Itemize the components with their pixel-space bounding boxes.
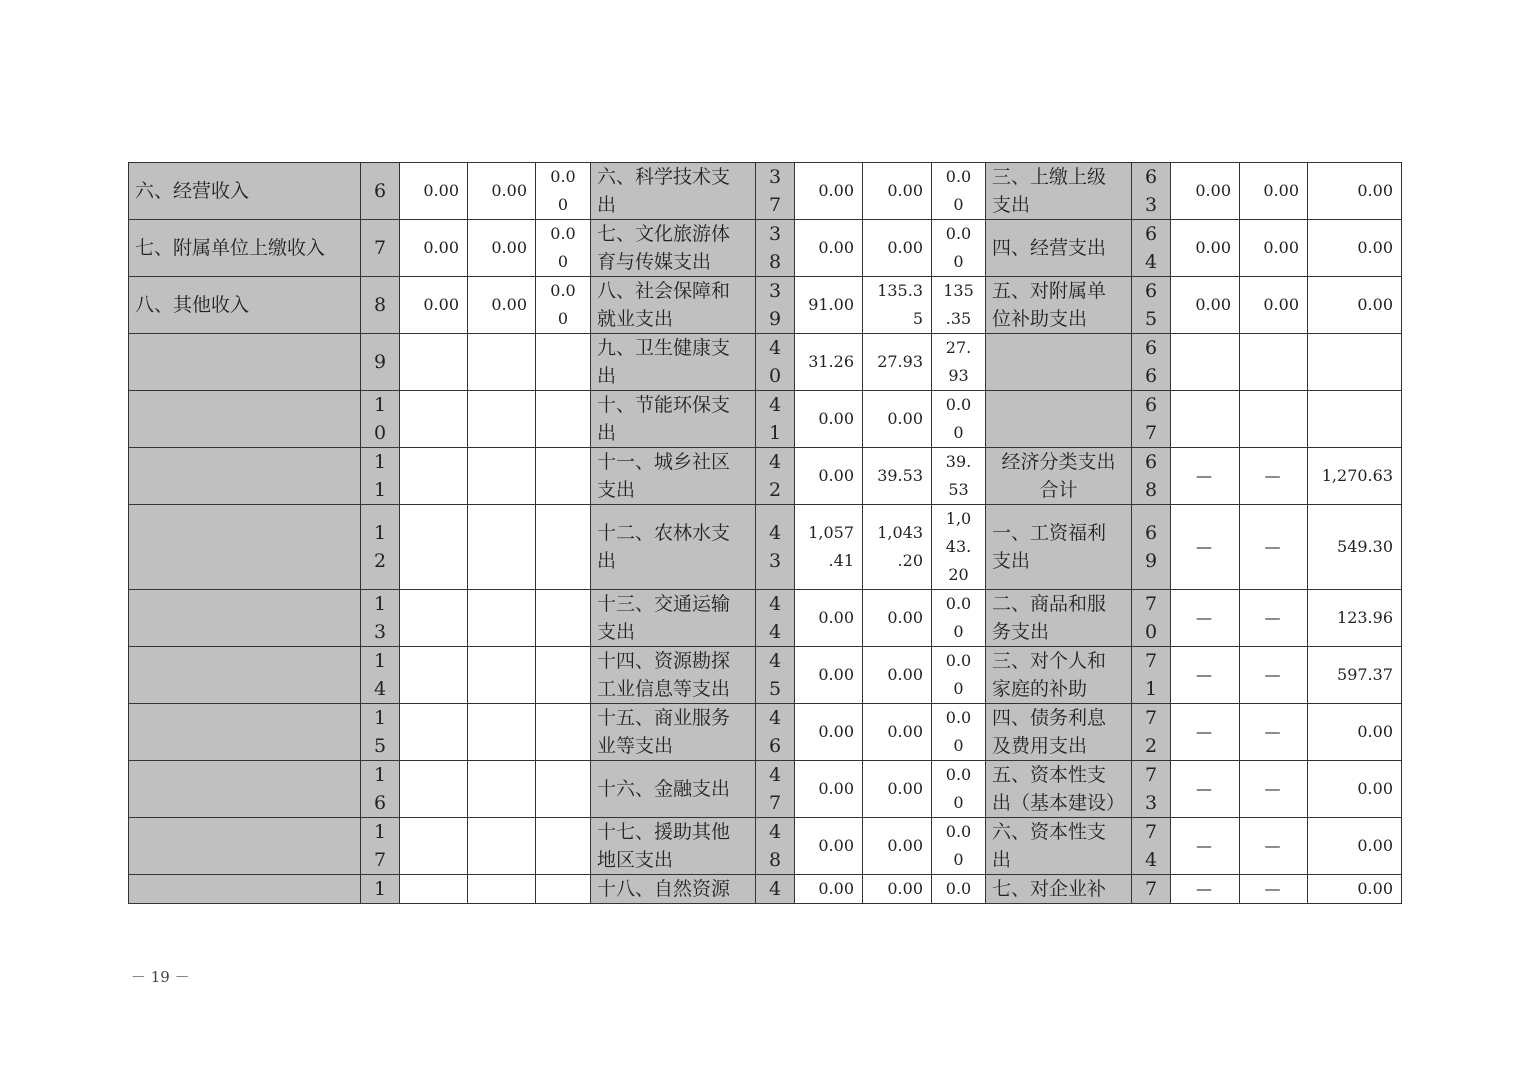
expenditure-value-3: 0.0 0 [932, 647, 986, 704]
expenditure-line-number: 4 6 [756, 704, 795, 761]
expenditure-economic-label: 六、资本性支 出 [986, 818, 1132, 875]
income-line-number: 1 5 [361, 704, 400, 761]
expenditure-economic-label: 七、对企业补 [986, 875, 1132, 904]
expenditure-line-number: 4 4 [756, 590, 795, 647]
income-line-number: 1 0 [361, 391, 400, 448]
expenditure-function-label: 七、文化旅游体 育与传媒支出 [591, 220, 756, 277]
economic-value-3: 549.30 [1308, 505, 1402, 590]
economic-line-number: 6 5 [1132, 277, 1171, 334]
income-value-1 [400, 875, 468, 904]
economic-value-3: 1,270.63 [1308, 448, 1402, 505]
table-row [129, 590, 1402, 647]
income-item-label: 八、其他收入 [129, 277, 361, 334]
income-item-label [129, 334, 361, 391]
income-value-1: 0.00 [400, 220, 468, 277]
income-value-1: 0.00 [400, 163, 468, 220]
income-item-label [129, 590, 361, 647]
economic-line-number: 6 3 [1132, 163, 1171, 220]
income-item-label [129, 818, 361, 875]
economic-value-2 [1240, 334, 1308, 391]
expenditure-value-3: 0.0 0 [932, 391, 986, 448]
expenditure-value-3: 0.0 [932, 875, 986, 904]
expenditure-function-label: 十一、城乡社区 支出 [591, 448, 756, 505]
income-value-2 [468, 448, 536, 505]
economic-value-1 [1171, 391, 1240, 448]
economic-value-1: — [1171, 448, 1240, 505]
expenditure-value-1: 1,057 .41 [795, 505, 863, 590]
income-value-1 [400, 448, 468, 505]
expenditure-function-label: 十七、援助其他 地区支出 [591, 818, 756, 875]
income-line-number: 6 [361, 163, 400, 220]
income-value-2 [468, 334, 536, 391]
expenditure-value-3: 0.0 0 [932, 761, 986, 818]
income-value-3: 0.0 0 [536, 277, 591, 334]
income-line-number: 7 [361, 220, 400, 277]
income-item-label [129, 505, 361, 590]
income-value-1 [400, 647, 468, 704]
expenditure-value-2: 0.00 [863, 704, 932, 761]
table-row [129, 277, 1402, 334]
income-value-3: 0.0 0 [536, 163, 591, 220]
expenditure-value-1: 0.00 [795, 391, 863, 448]
expenditure-function-label: 十六、金融支出 [591, 761, 756, 818]
expenditure-line-number: 4 [756, 875, 795, 904]
economic-value-2: — [1240, 761, 1308, 818]
income-value-2 [468, 875, 536, 904]
table-row [129, 163, 1402, 220]
expenditure-function-label: 九、卫生健康支 出 [591, 334, 756, 391]
income-item-label: 六、经营收入 [129, 163, 361, 220]
expenditure-economic-label: 三、上缴上级 支出 [986, 163, 1132, 220]
expenditure-function-label: 十、节能环保支 出 [591, 391, 756, 448]
expenditure-line-number: 4 3 [756, 505, 795, 590]
table-row [129, 818, 1402, 875]
economic-value-3: 0.00 [1308, 220, 1402, 277]
expenditure-value-2: 0.00 [863, 163, 932, 220]
expenditure-line-number: 4 0 [756, 334, 795, 391]
income-value-1 [400, 818, 468, 875]
income-item-label [129, 391, 361, 448]
expenditure-value-1: 0.00 [795, 818, 863, 875]
expenditure-value-2: 39.53 [863, 448, 932, 505]
income-line-number: 1 3 [361, 590, 400, 647]
income-value-2 [468, 590, 536, 647]
income-value-3 [536, 704, 591, 761]
table-row [129, 220, 1402, 277]
income-line-number: 1 1 [361, 448, 400, 505]
income-value-2: 0.00 [468, 277, 536, 334]
income-value-3 [536, 391, 591, 448]
economic-value-2: 0.00 [1240, 220, 1308, 277]
table-row [129, 505, 1402, 590]
income-value-3 [536, 590, 591, 647]
expenditure-function-label: 十五、商业服务 业等支出 [591, 704, 756, 761]
expenditure-value-3: 0.0 0 [932, 704, 986, 761]
income-line-number: 1 2 [361, 505, 400, 590]
table-row [129, 334, 1402, 391]
expenditure-value-2: 0.00 [863, 647, 932, 704]
economic-line-number: 6 8 [1132, 448, 1171, 505]
income-value-2 [468, 505, 536, 590]
income-line-number: 9 [361, 334, 400, 391]
income-item-label [129, 448, 361, 505]
expenditure-value-1: 31.26 [795, 334, 863, 391]
expenditure-value-2: 1,043 .20 [863, 505, 932, 590]
expenditure-economic-label: 五、对附属单 位补助支出 [986, 277, 1132, 334]
economic-value-1: — [1171, 704, 1240, 761]
expenditure-value-2: 0.00 [863, 761, 932, 818]
income-value-3 [536, 334, 591, 391]
expenditure-value-3: 0.0 0 [932, 818, 986, 875]
expenditure-function-label: 八、社会保障和 就业支出 [591, 277, 756, 334]
income-line-number: 1 7 [361, 818, 400, 875]
economic-value-3 [1308, 391, 1402, 448]
economic-line-number: 7 4 [1132, 818, 1171, 875]
expenditure-value-2: 0.00 [863, 818, 932, 875]
expenditure-value-2: 0.00 [863, 590, 932, 647]
expenditure-value-2: 27.93 [863, 334, 932, 391]
economic-value-3: 597.37 [1308, 647, 1402, 704]
income-value-3 [536, 818, 591, 875]
expenditure-value-2: 135.3 5 [863, 277, 932, 334]
income-value-2 [468, 761, 536, 818]
economic-value-1: — [1171, 590, 1240, 647]
page-number: － 19 － [131, 968, 190, 986]
income-value-1 [400, 334, 468, 391]
income-value-1 [400, 761, 468, 818]
expenditure-economic-label: 二、商品和服 务支出 [986, 590, 1132, 647]
income-value-3 [536, 647, 591, 704]
expenditure-function-label: 十四、资源勘探 工业信息等支出 [591, 647, 756, 704]
expenditure-value-1: 0.00 [795, 220, 863, 277]
economic-value-3: 0.00 [1308, 875, 1402, 904]
economic-value-2: — [1240, 448, 1308, 505]
income-value-2 [468, 704, 536, 761]
income-value-1: 0.00 [400, 277, 468, 334]
expenditure-value-3: 39. 53 [932, 448, 986, 505]
income-value-1 [400, 704, 468, 761]
expenditure-value-3: 1,0 43. 20 [932, 505, 986, 590]
income-line-number: 1 4 [361, 647, 400, 704]
income-line-number: 1 [361, 875, 400, 904]
expenditure-economic-label [986, 334, 1132, 391]
economic-line-number: 6 6 [1132, 334, 1171, 391]
economic-line-number: 7 1 [1132, 647, 1171, 704]
income-line-number: 1 6 [361, 761, 400, 818]
table-row [129, 647, 1402, 704]
expenditure-function-label: 十二、农林水支 出 [591, 505, 756, 590]
income-value-3 [536, 875, 591, 904]
income-value-1 [400, 590, 468, 647]
income-value-2: 0.00 [468, 163, 536, 220]
income-value-2 [468, 647, 536, 704]
expenditure-value-2: 0.00 [863, 391, 932, 448]
income-item-label [129, 647, 361, 704]
expenditure-function-label: 十八、自然资源 [591, 875, 756, 904]
economic-line-number: 6 9 [1132, 505, 1171, 590]
economic-value-2: — [1240, 505, 1308, 590]
economic-value-2: 0.00 [1240, 163, 1308, 220]
economic-line-number: 6 4 [1132, 220, 1171, 277]
economic-value-1: — [1171, 505, 1240, 590]
economic-value-1: — [1171, 761, 1240, 818]
expenditure-value-1: 0.00 [795, 761, 863, 818]
income-value-3 [536, 761, 591, 818]
expenditure-economic-label: 经济分类支出 合计 [986, 448, 1132, 505]
economic-value-1: 0.00 [1171, 220, 1240, 277]
expenditure-value-3: 27. 93 [932, 334, 986, 391]
expenditure-line-number: 3 7 [756, 163, 795, 220]
income-value-2 [468, 391, 536, 448]
budget-table-body [129, 163, 1402, 904]
expenditure-value-3: 0.0 0 [932, 220, 986, 277]
economic-value-1: — [1171, 647, 1240, 704]
expenditure-value-2: 0.00 [863, 220, 932, 277]
expenditure-economic-label: 四、经营支出 [986, 220, 1132, 277]
expenditure-economic-label: 四、债务利息 及费用支出 [986, 704, 1132, 761]
expenditure-value-3: 0.0 0 [932, 163, 986, 220]
economic-value-3: 0.00 [1308, 704, 1402, 761]
expenditure-economic-label [986, 391, 1132, 448]
expenditure-line-number: 4 5 [756, 647, 795, 704]
expenditure-function-label: 十三、交通运输 支出 [591, 590, 756, 647]
expenditure-economic-label: 五、资本性支 出（基本建设） [986, 761, 1132, 818]
table-row [129, 761, 1402, 818]
expenditure-value-1: 0.00 [795, 704, 863, 761]
expenditure-economic-label: 三、对个人和 家庭的补助 [986, 647, 1132, 704]
income-item-label [129, 704, 361, 761]
income-value-3: 0.0 0 [536, 220, 591, 277]
income-value-1 [400, 505, 468, 590]
expenditure-line-number: 4 8 [756, 818, 795, 875]
table-row [129, 704, 1402, 761]
expenditure-line-number: 4 1 [756, 391, 795, 448]
economic-value-2: — [1240, 704, 1308, 761]
economic-value-1: — [1171, 818, 1240, 875]
table-row [129, 875, 1402, 904]
economic-value-3: 0.00 [1308, 163, 1402, 220]
economic-line-number: 7 2 [1132, 704, 1171, 761]
expenditure-value-1: 0.00 [795, 875, 863, 904]
economic-value-3 [1308, 334, 1402, 391]
expenditure-line-number: 4 7 [756, 761, 795, 818]
income-value-3 [536, 505, 591, 590]
economic-value-2: — [1240, 647, 1308, 704]
economic-value-3: 0.00 [1308, 761, 1402, 818]
expenditure-line-number: 3 9 [756, 277, 795, 334]
expenditure-value-3: 0.0 0 [932, 590, 986, 647]
expenditure-value-1: 0.00 [795, 448, 863, 505]
income-item-label [129, 875, 361, 904]
expenditure-value-3: 135 .35 [932, 277, 986, 334]
economic-line-number: 7 [1132, 875, 1171, 904]
economic-value-2 [1240, 391, 1308, 448]
economic-value-2: — [1240, 818, 1308, 875]
income-value-3 [536, 448, 591, 505]
table-row [129, 448, 1402, 505]
income-value-2 [468, 818, 536, 875]
economic-value-3: 0.00 [1308, 818, 1402, 875]
income-item-label [129, 761, 361, 818]
economic-value-3: 0.00 [1308, 277, 1402, 334]
economic-line-number: 6 7 [1132, 391, 1171, 448]
expenditure-line-number: 3 8 [756, 220, 795, 277]
economic-value-3: 123.96 [1308, 590, 1402, 647]
income-value-1 [400, 391, 468, 448]
economic-value-1: 0.00 [1171, 163, 1240, 220]
expenditure-economic-label: 一、工资福利 支出 [986, 505, 1132, 590]
economic-value-2: — [1240, 875, 1308, 904]
income-line-number: 8 [361, 277, 400, 334]
expenditure-value-1: 91.00 [795, 277, 863, 334]
economic-value-2: — [1240, 590, 1308, 647]
economic-line-number: 7 3 [1132, 761, 1171, 818]
economic-line-number: 7 0 [1132, 590, 1171, 647]
income-value-2: 0.00 [468, 220, 536, 277]
table-row [129, 391, 1402, 448]
expenditure-function-label: 六、科学技术支 出 [591, 163, 756, 220]
economic-value-2: 0.00 [1240, 277, 1308, 334]
expenditure-value-2: 0.00 [863, 875, 932, 904]
expenditure-value-1: 0.00 [795, 163, 863, 220]
expenditure-line-number: 4 2 [756, 448, 795, 505]
income-item-label: 七、附属单位上缴收入 [129, 220, 361, 277]
economic-value-1 [1171, 334, 1240, 391]
economic-value-1: 0.00 [1171, 277, 1240, 334]
expenditure-value-1: 0.00 [795, 647, 863, 704]
expenditure-value-1: 0.00 [795, 590, 863, 647]
budget-table [128, 162, 1402, 904]
economic-value-1: — [1171, 875, 1240, 904]
